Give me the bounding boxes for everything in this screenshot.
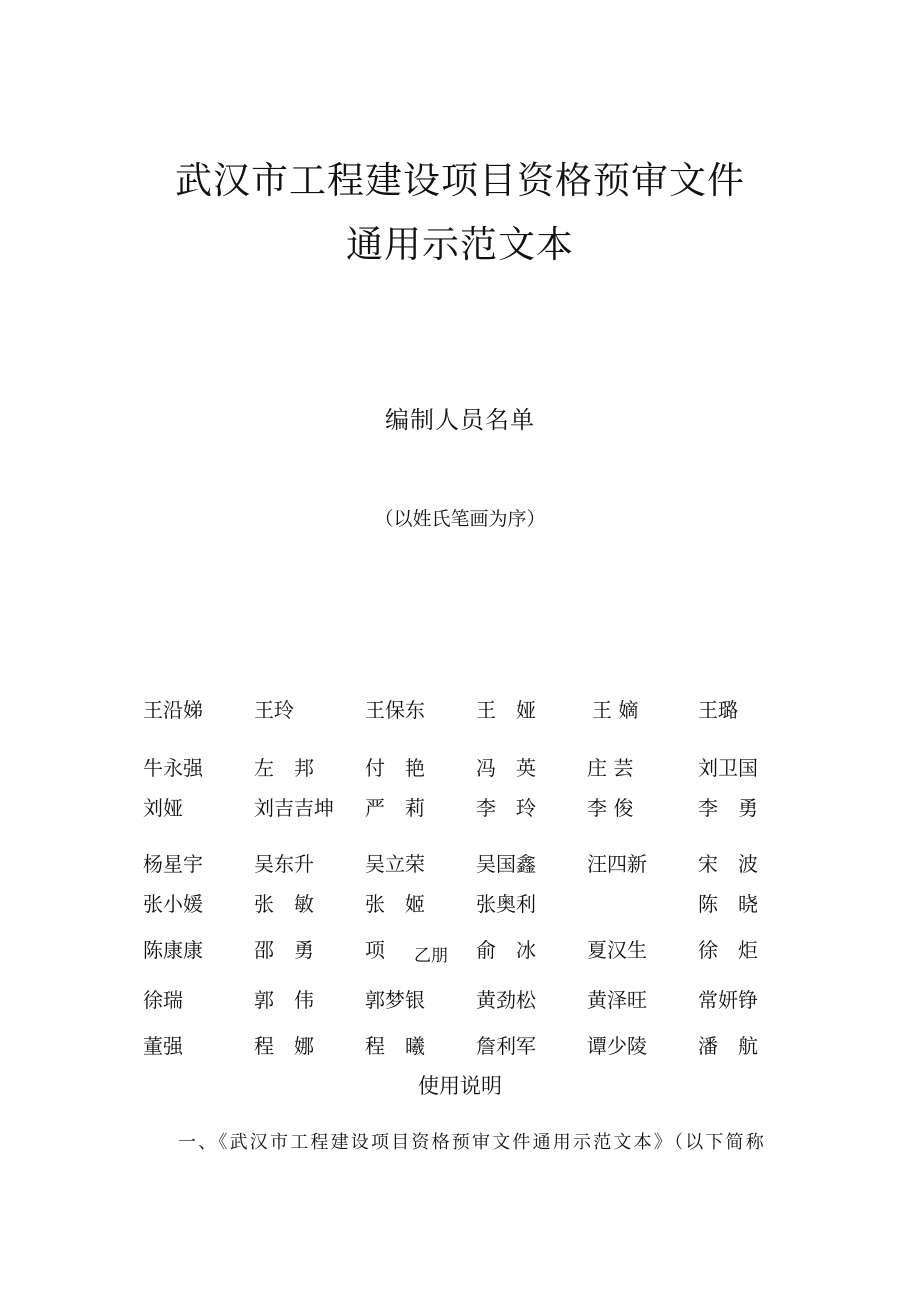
- compiler-name: 王沿娣: [143, 698, 203, 722]
- compiler-name: 王 娅: [476, 698, 536, 722]
- compiler-name: 付 艳: [365, 756, 425, 780]
- compiler-name: 吴立荣: [365, 852, 425, 876]
- compiler-name: 黄劲松: [476, 988, 536, 1012]
- compiler-name: 徐 炬: [698, 938, 758, 962]
- compiler-name: 李 俊: [587, 796, 634, 820]
- compiler-name: 俞 冰: [476, 938, 536, 962]
- compiler-name: 陈 晓: [698, 892, 758, 916]
- compiler-name: 郭 伟: [254, 988, 314, 1012]
- compilers-heading: 编制人员名单: [385, 406, 535, 434]
- document-title-line-2: 通用示范文本: [346, 223, 574, 266]
- usage-paragraph: 一、《武汉市工程建设项目资格预审文件通用示范文本》（以下简称: [178, 1132, 766, 1153]
- compiler-name: 邵 勇: [254, 938, 314, 962]
- compiler-name-fragment: 乙朋: [414, 946, 448, 966]
- compiler-name: 吴东升: [254, 852, 314, 876]
- compiler-name: 夏汉生: [587, 938, 647, 962]
- compiler-name: 杨星宇: [143, 852, 203, 876]
- compiler-name: 陈康康: [143, 938, 203, 962]
- compiler-name: 王 嫡: [592, 698, 639, 722]
- compiler-name: 汪四新: [587, 852, 647, 876]
- compiler-name: 严 莉: [365, 796, 425, 820]
- compiler-name: 王璐: [698, 698, 738, 722]
- compiler-name: 潘 航: [698, 1034, 758, 1058]
- compiler-name: 郭梦银: [365, 988, 425, 1012]
- compiler-name: 董强: [143, 1034, 183, 1058]
- compiler-name: 王保东: [365, 698, 425, 722]
- compiler-name: 王玲: [254, 698, 294, 722]
- compiler-name: 李 勇: [698, 796, 758, 820]
- compiler-name: 程 曦: [365, 1034, 425, 1058]
- compiler-name: 冯 英: [476, 756, 536, 780]
- compiler-name: 项: [365, 938, 385, 962]
- compiler-name: 庄 芸: [587, 756, 634, 780]
- compiler-name: 程 娜: [254, 1034, 314, 1058]
- compiler-name: 徐瑞: [143, 988, 183, 1012]
- compiler-name: 李 玲: [476, 796, 536, 820]
- usage-heading: 使用说明: [418, 1074, 502, 1098]
- compiler-name: 左 邦: [254, 756, 314, 780]
- compiler-name: 张小媛: [143, 892, 203, 916]
- compiler-name: 刘娅: [143, 796, 183, 820]
- compiler-name: 刘卫国: [698, 756, 758, 780]
- compiler-name: 宋 波: [698, 852, 758, 876]
- compiler-name: 谭少陵: [587, 1034, 647, 1058]
- compiler-name: 张 姬: [365, 892, 425, 916]
- document-title-line-1: 武汉市工程建设项目资格预审文件: [175, 159, 745, 202]
- compiler-name: 黄泽旺: [587, 988, 647, 1012]
- compiler-name: 张 敏: [254, 892, 314, 916]
- compiler-name: 吴国鑫: [476, 852, 536, 876]
- compiler-name: 张奥利: [476, 892, 536, 916]
- compiler-name: 常妍铮: [698, 988, 758, 1012]
- compiler-name: 刘吉吉坤: [254, 796, 334, 820]
- compiler-name: 詹利军: [476, 1034, 536, 1058]
- order-note: （以姓氏笔画为序）: [374, 508, 546, 530]
- compiler-name: 牛永强: [143, 756, 203, 780]
